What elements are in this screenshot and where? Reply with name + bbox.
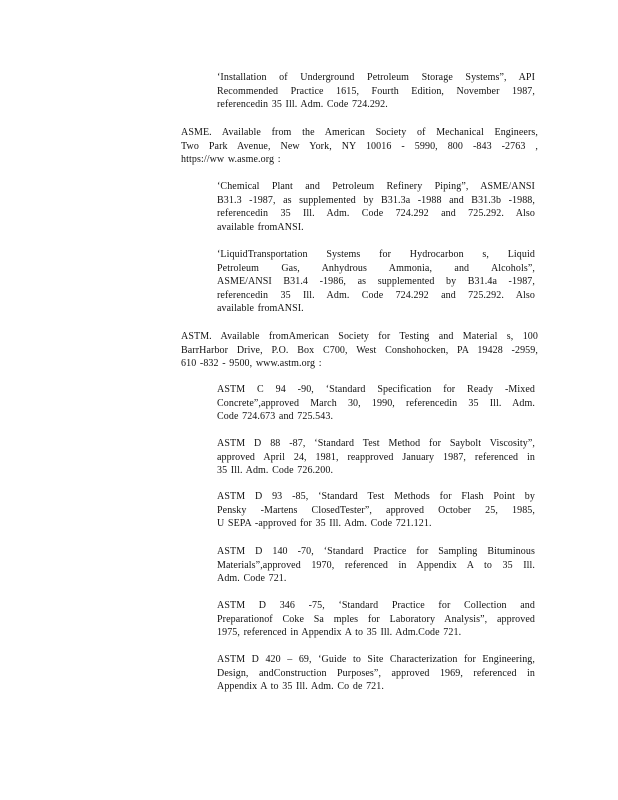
text-line: ASTM C 94 -90, ‘Standard Specification for Ready -Mixed (217, 384, 535, 395)
text-line: ‘LiquidTransportation Systems for Hydrocarbon s, Liquid (217, 249, 535, 260)
text-line: 35 Ill. Adm. Code 726.200. (217, 465, 334, 477)
reference-astm-d93 (217, 490, 535, 531)
text-line: ASME/ANSI B31.4 -1986, as supplemented by B31.4a -1987, (217, 276, 535, 288)
text-line: Petroleum Gas, Anhydrous Ammonia, and Alcohols”, (217, 262, 535, 274)
text-line: referencedin 35 Ill. Adm. Code 724.292 and 725.292. Also (217, 289, 535, 301)
text-line: available fromANSI. (217, 221, 304, 233)
text-line: ASTM D 88 -87, ‘Standard Test Method for Saybolt Viscosity”, (217, 438, 535, 449)
text-line: BarrHarbor Drive, P.O. Box C700, West Conshohocken, PA 19428 -2959, (181, 344, 538, 356)
reference-astm-d140 (217, 545, 535, 586)
text-line: approved April 24, 1981, reapproved January 1987, referenced in (217, 451, 535, 463)
text-line: U SEPA -approved for 35 Ill. Adm. Code 721.121. (217, 518, 432, 530)
text-line: available fromANSI. (217, 303, 304, 315)
organization-asme (181, 126, 538, 167)
text-line: ‘Installation of Underground Petroleum Storage Systems”, API (217, 72, 535, 83)
text-line: ASTM D 346 -75, ‘Standard Practice for Collection and (217, 600, 535, 611)
text-line: Adm. Code 721. (217, 573, 287, 585)
reference-astm-d346 (217, 599, 535, 640)
reference-astm-c94 (217, 383, 535, 424)
text-line: https://ww w.asme.org : (181, 154, 281, 166)
text-line: referencedin 35 Ill. Adm. Code 724.292 and 725.292. Also (217, 208, 535, 220)
text-line: ASTM D 420 – 69, ‘Guide to Site Characterization for Engineering, (217, 654, 535, 665)
text-line: referencedin 35 Ill. Adm. Code 724.292. (217, 99, 388, 111)
text-line: Pensky -Martens ClosedTester”, approved October 25, 1985, (217, 504, 535, 516)
text-line: Appendix A to 35 Ill. Adm. Co de 721. (217, 681, 384, 693)
text-line: ASME. Available from the American Society of Mechanical Engineers, (181, 127, 538, 138)
text-line: ASTM. Available fromAmerican Society for Testing and Material s, 100 (181, 331, 538, 342)
text-line: 610 -832 - 9500, www.astm.org : (181, 358, 322, 370)
text-line: Materials”,approved 1970, referenced in Appendix A to 35 Ill. (217, 559, 535, 571)
text-line: ASTM D 140 -70, ‘Standard Practice for Sampling Bituminous (217, 546, 535, 557)
organization-astm (181, 330, 538, 371)
text-line: Recommended Practice 1615, Fourth Edition, November 1987, (217, 85, 535, 97)
text-line: Design, andConstruction Purposes”, approved 1969, referenced in (217, 667, 535, 679)
text-line: ‘Chemical Plant and Petroleum Refinery Piping”, ASME/ANSI (217, 181, 535, 192)
text-line: Two Park Avenue, New York, NY 10016 - 5990, 800 -843 -2763 , (181, 140, 538, 152)
text-line: Code 724.673 and 725.543. (217, 411, 334, 423)
text-line: B31.3 -1987, as supplemented by B31.3a -1988 and B31.3b -1988, (217, 194, 535, 206)
reference-astm-d420 (217, 653, 535, 694)
reference-asme-b31-4 (217, 248, 535, 316)
reference-asme-b31-3 (217, 180, 535, 234)
text-line: 1975, referenced in Appendix A to 35 Ill. Adm.Code 721. (217, 627, 462, 639)
text-line: ASTM D 93 -85, ‘Standard Test Methods for Flash Point by (217, 491, 535, 502)
text-line: Concrete”,approved March 30, 1990, referencedin 35 Ill. Adm. (217, 397, 535, 409)
text-line: Preparationof Coke Sa mples for Laboratory Analysis”, approved (217, 613, 535, 625)
reference-astm-d88 (217, 437, 535, 478)
reference-api-1615 (217, 71, 535, 112)
